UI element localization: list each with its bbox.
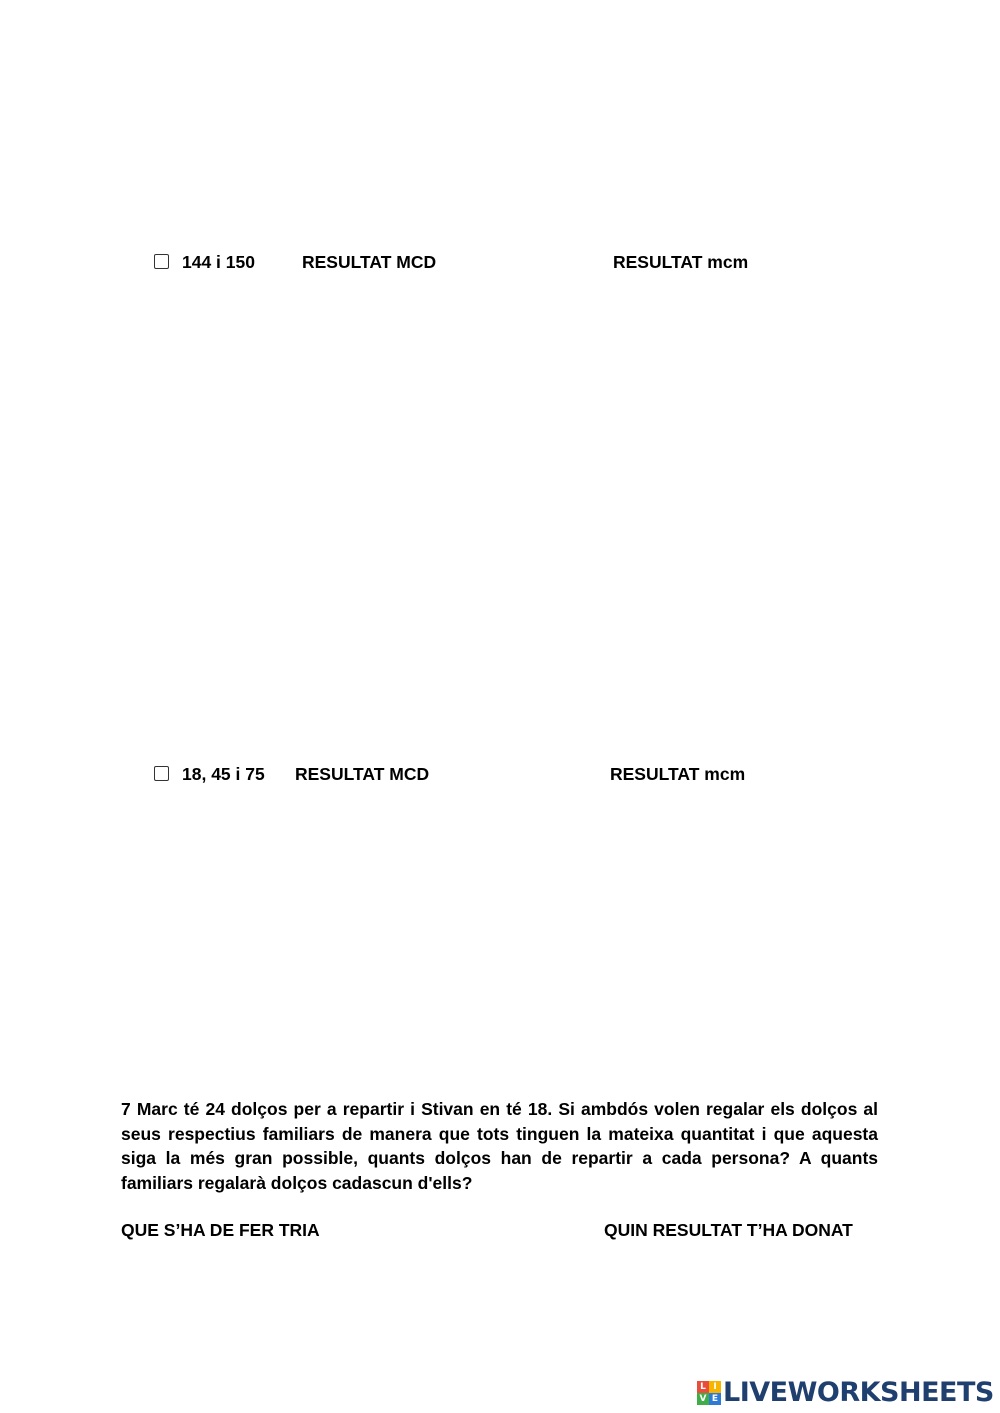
liveworksheets-logo-icon (697, 1381, 721, 1405)
exercise-1-mcd-label: RESULTAT MCD (302, 252, 437, 272)
exercise-2-checkbox[interactable] (154, 766, 169, 781)
exercise-row-2 (0, 762, 1000, 786)
problem-result-label: QUIN RESULTAT T’HA DONAT (604, 1220, 853, 1240)
exercise-1-checkbox[interactable] (154, 254, 169, 269)
exercise-2-mcd-label: RESULTAT MCD (295, 764, 430, 784)
exercise-row-1 (0, 250, 1000, 274)
logo-letter-e: E (709, 1393, 721, 1405)
logo-letter-v: V (697, 1393, 709, 1405)
exercise-2-numbers: 18, 45 i 75 (182, 764, 265, 784)
exercise-1-numbers: 144 i 150 (182, 252, 255, 272)
liveworksheets-wordmark: LIVEWORKSHEETS (723, 1377, 994, 1408)
problem-answer-labels (0, 1218, 1000, 1242)
exercise-2-mcm-label: RESULTAT mcm (610, 764, 746, 784)
exercise-1-mcm-label: RESULTAT mcm (613, 252, 749, 272)
problem-method-label: QUE S’HA DE FER TRIA (121, 1220, 320, 1240)
logo-letter-i: I (709, 1381, 721, 1393)
logo-letter-l: L (697, 1381, 709, 1393)
liveworksheets-logo (697, 1377, 994, 1409)
word-problem-text: 7 Marc té 24 dolços per a repartir i Stivan en té 18. Si ambdós volen regalar els dolços al seus respectius familiars de manera que tots tinguen la mateixa quantitat i que aquesta siga la més gran possible, quants dolços han de repartir a cada persona? A quants familiars regalarà dolços cadascun d'ells? (121, 1099, 878, 1193)
